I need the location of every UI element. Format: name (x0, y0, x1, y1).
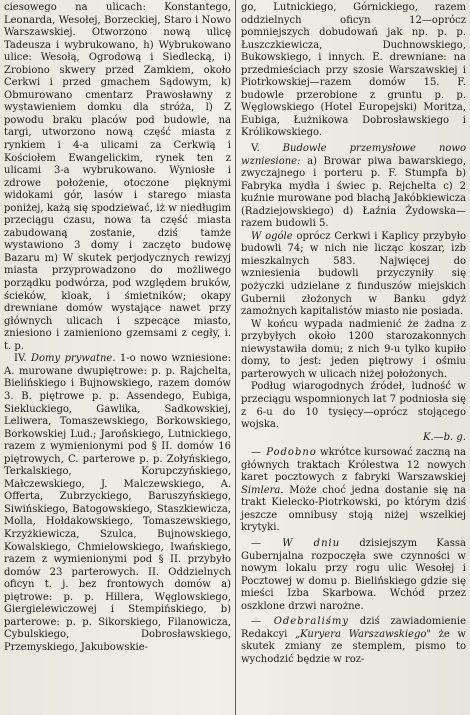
section-title: Budowle przemysłowe nowo wzniesione: (241, 143, 466, 167)
author-signature: K.—b. g. (423, 431, 466, 443)
news-name: Simlera. (241, 484, 284, 496)
column-divider (235, 0, 236, 715)
municipal-works-paragraph: ciesowego na ulicach: Konstantego, Leonarda, Wesołej, Borzeckiej, Staro i Nowo Warszawskiej. Otworzono nową ulicę Tadeusza i wybrukowano, h) Wybrukowano ulice: Wesołą, Ogrodową i Siedlecką, i) Zrobiono skwery przed Zamkiem, około Cerkwi i przed gmachem Sądowym, k) Obmurowano cmentarz Prawosławny z wystawieniem domku dla stróża, l) Z powodu braku placów pod budowle, na targi, utworzono nową część miasta z rynkiem i 4-a ulicami za Cerkwią i Kościołem Ewangelickim, rynek ten z ulicami 3-a wybrukowano. Wyniosłe i zdrowe położenie, otoczone pięknymi widokami gór, lasów i starego miasta poniżej, każą się spodziewać, iż w niedługim przeciągu czasu, nowa ta część miasta zabudowaną zostanie, dziś tamże wystawiono 3 domy i zaczęto budowę Bazaru m) W skutek perjodycznych rewizyj miasta przyprowadzono do możliwego porządku podwórza, pod względem bruków, ścieków, kloak, i śmietników; okapy drewniane domów wystające nawet przy głównych ulicach i szpecące miasto, zniesiono i zamieniono gzemsami z cegły, i. t. p. (4, 2, 231, 352)
section-body: a) Browar piwa bawarskiego, zwyczajnego i porteru p. F. Stumpfa b) Fabryka mydła i świec p. Rejchelta c) 2 kuźnie murowane pod blachą Jakóbkiewicza (Radziejowskiego) d) Łaźnia Żydowska—razem budowli 5. (241, 155, 467, 230)
right-column (241, 2, 466, 666)
news-item-mail-coaches (241, 447, 466, 535)
section-number: IV. (14, 353, 27, 365)
news-body: dzisiejszym Kassa Gubernjalna rozpoczęła swe czynności w nowym lokalu przy rogu ulic Wesołej i Pocztowej w domu p. Bielińskiego gdzie się mieści Izba Skarbowa. Wchód przez oszklone drzwi narożne. (241, 537, 466, 612)
news-body: wkrótce kursować zaczną na głównych traktach Królestwa 12 nowych karet pocztowych z fabryki Warszawskiej (241, 447, 467, 484)
news-lead: — W dniu (251, 537, 341, 549)
section-title: Domy prywatne. (31, 353, 116, 365)
news-tail: że w skutek zmiany ze stemplem, pismo to wychodzić będzie w roz- (241, 628, 466, 665)
section-body: 1-o nowo wzniesione: A. murowane dwupiętrowe: p. p. Rajchelta, Bielińskiego i Bujnowskiego, razem domów 3. B. piętrowe p. p. Assendego, Eubiga, Siekluckiego, Gawlika, Sadkowskiej, Leliwera, Tomaszewskiego, Borkowskiego, Borkowskiej Lud.; Jarońskiego, Lutnickiego, razem z wymienionymi pod § II. domów 16 piętrowych, C. parterowe p. p. Zołyńskiego, Terkalskiego, Korupczyńskiego, Małczewskiego, J. Malczewskiego, A. Offerta, Zubrzyckiego, Baruszyńskiego, Siwińskiego, Batogowskiego, Staszkiewicza, Molla, Hołdakowskiego, Tomaszewskiego, Krzyżkiewicza, Szulca, Bujnowskiego, Kowalskiego, Chmielowskiego, Iwańskiego, razem z wymienionymi pod § II. przybyło domów 23 parterowych. II. Oddzielnych oficyn t. j. bez frontowych domów a) piętrowe: p. p. Hillera, Węglowskiego, Giergielewiczowej i Stempińskiego, b) parterowe: p. p. Sikorskiego, Filanowicza, Cybulskiego, Dobrosławskiego, Przemyskiego, Jakubowskie- (4, 353, 231, 653)
news-body: dziś zawiadomienie Redakcyi (241, 616, 466, 640)
news-tail: Może choć jedna dostanie się na trakt Kielecko-Piotrkowski, po którym dziś jeszcze omnibusy stoją niżej wszelkiej krytyki. (241, 484, 466, 534)
population-paragraph: Podług wiarogodnych źródeł, ludność w przeciągu wspomnionych lat 7 podniosła się z 6-u do 10 tysięcy—oprócz stojącego wojska. (241, 381, 466, 431)
private-houses-section (4, 353, 231, 654)
end-paragraph: W końcu wypada nadmienić że żadna z przybyłych około 1200 starozakonnych niewystawiła domu; z nich 9-u tylko kupiło domy, to jest: jeden piętrowy i ośmiu parterowych w ulicach niżej położonych. (241, 318, 466, 380)
news-item-treasury (241, 538, 466, 613)
left-column (4, 2, 231, 654)
summary-body: oprócz Cerkwi i Kaplicy przybyło budowli 74; w nich nie licząc koszar, izb mieszkalnych 583. Najwięcej do wzniesienia budowli przyczyniły się pożyczki udzielane z funduszów miejskich Gubernii złożonych w Banku gdyż zamożnych kapitalistów miasto nie posiada. (241, 230, 466, 318)
summary-paragraph (241, 231, 466, 319)
newspaper-title: „Kuryera Warszawskiego" (294, 628, 431, 640)
summary-lead: W ogóle (251, 230, 293, 242)
news-item-kuryer (241, 616, 466, 666)
news-lead: — Podobno (251, 447, 317, 459)
news-lead: — Odebraliśmy (251, 616, 350, 628)
industrial-buildings-section (241, 143, 466, 231)
section-number: V. (251, 143, 260, 155)
continued-paragraph: go, Lutnickiego, Górnickiego, razem oddzielnych oficyn 12—oprócz pomniejszych dobudowań jak np. p. p. Łuszczkiewicza, Duchnowskiego, Bukowskiego, i innych. E. drewniane: na przedmieściach przy szosie Warszawskiej i Piotrkowskiej—razem domów 15. F. budowle przerobione z gruntu p. p. Węglowskiego (Hotel Europejski) Moritza, Eubiga, Łużnikowa Dobrosławskiego i Królikowskiego. (241, 2, 466, 139)
